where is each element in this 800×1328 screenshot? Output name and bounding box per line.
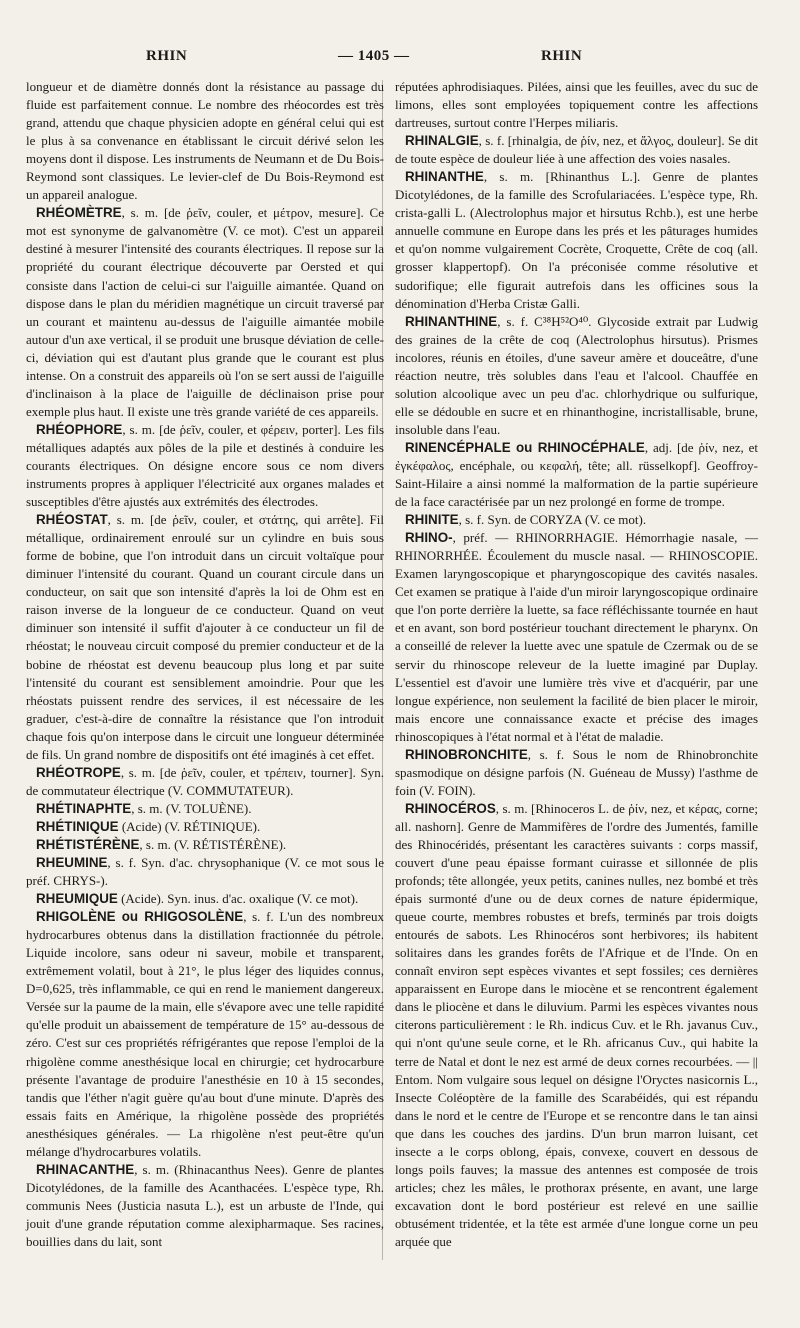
header-right-word: RHIN [541, 48, 583, 64]
entry-text: , s. f. Syn. de CORYZA (V. ce mot). [458, 512, 647, 528]
entry-text: , adj. [de ῥίν, nez, et ἐγκέφαλος, encéphale, ou κεφαλή, tête; all. rüsselkopf]. Geoffroy-Saint-Hilaire a ainsi nommé la malformation de la partie supérieure de la face caractérisée par un nez prolongé en forme de trompe. [395, 439, 758, 510]
entry-headword: RHINOBRONCHITE [405, 746, 528, 762]
dictionary-entry [26, 818, 384, 836]
dictionary-entry [395, 78, 758, 132]
entry-text: , s. f. C³⁸H⁵²O⁴⁰. Glycoside extrait par Ludwig des graines de la crête de coq (Alectrolophus hirsutus). Prismes incolores, réunis en étoiles, d'une saveur amère et douceâtre, d'une réaction neutre, très solubles dans l'eau et l'alcool. Chauffée en solution alcoolique avec un peu d'ac. chlorhydrique ou sulfurique, elle se dédouble en sucre et en rhinanthogine, incristallisable, brune, insoluble dans l'eau. [395, 313, 758, 437]
left-column [26, 78, 384, 1251]
entry-text: , s. m. [Rhinoceros L. de ῥίν, nez, et κέρας, corne; all. nashorn]. Genre de Mammifères de l'ordre des Jumentés, famille des Rhinocéridés, présentant les caractères suivants : corps massif, couvert d'une peau épaisse formant cuirasse et sillonnée de plis profonds; tête allongée, yeux petits, canines nulles, nez bombé et très épais surmonté d'une ou de deux cornes de nature épidermique, queue courte, membres robustes et brefs, terminés par trois doigts entourés de sabots. Les Rhinocéros sont herbivores; ils habitent solitaires dans les grandes forêts de l'Afrique et de l'Inde. On en connaît environ sept espèces vivantes et sept fossiles; ces dernières apparaissent en Europe dans le miocène et se rencontrent également dans le pliocène et dans le diluvium. Parmi les espèces vivantes nous citerons particulièrement : le Rh. indicus Cuv. et le Rh. javanus Cuv., qui n'ont qu'une seule corne, et le Rh. africanus Cuv., qui habite la terre de Natal et dont le nez est armé de deux cornes recourbées. — || Entom. Nom vulgaire sous lequel on désigne l'Oryctes nasicornis L., Insecte Coléoptère de la famille des Scarabéidés, qui est répandu dans le nord et le centre de l'Europe et se rencontre dans le tan ainsi que dans les couches des jardins. D'un brun marron luisant, cet insecte a le corps oblong, épais, convexe, couvert en dessous de longs poils fauves; la massue des antennes est composée de trois articles; chez les mâles, le prothorax présente, en avant, une large excavation dont le bord postérieur est relevé en une saillie obtusément tridentée, et la tête est armée d'une longue corne un peu arquée que [395, 800, 758, 1249]
entry-headword: RHÉOTROPE [36, 764, 121, 780]
entry-text: , s. f. Syn. d'ac. chrysophanique (V. ce mot sous le préf. CHRYS-). [26, 855, 384, 889]
entry-text: , s. m. (Rhinacanthus Nees). Genre de plantes Dicotylédones, de la famille des Acanthacées. L'espèce type, Rh. communis Nees (Justicia nasuta L.), est un arbuste de l'Inde, qui jouit d'une grande réputation comme alexipharmaque. Ses racines, bouillies dans du lait, sont [26, 1161, 384, 1249]
header-left-word: RHIN [146, 48, 188, 64]
entry-headword: RHEUMIQUE [36, 891, 118, 907]
dictionary-entry [26, 836, 384, 854]
dictionary-entry [395, 168, 758, 312]
entry-text: , s. m. [de ῥεῖν, couler, et τρέπειν, tourner]. Syn. de commutateur électrique (V. COMMUTATEUR). [26, 764, 384, 798]
dictionary-entry [26, 908, 384, 1161]
entry-text: , s. m. (V. RÉTISTÉRÈNE). [139, 836, 287, 852]
entry-text: longueur et de diamètre donnés dont la résistance au passage du fluide est parfaitement connue. Le nombre des rhéocordes est très grand, attendu que chaque physicien adopte en général celui qui est le plus à sa convenance en établissant le circuit dérivé selon les moyens dont il dispose. Les instruments de Neumann et de Du Bois-Reymond sont classiques. Le levier-clef de Du Bois-Reymond est un appareil analogue. [26, 79, 384, 203]
entry-headword: RHÉTISTÉRÈNE [36, 836, 140, 852]
entry-text: , s. m. [Rhinanthus L.]. Genre de plantes Dicotylédones, de la famille des Scrofulariacées. L'espèce type, Rh. crista-galli L. (Alectrolophus major et hirsutus Rchb.), est une herbe annuelle commune en Europe dans les prés et les pâturages humides et qu'on nomme vulgairement Cocrète, Croquette, Crête de coq (all. grosser klappertopf). On l'a préconisée comme résolutive et sudorifique; elle figurait autrefois dans les officines sous la dénomination d'Herba Cristæ Galli. [395, 169, 758, 311]
dictionary-entry [26, 204, 384, 421]
entry-text: (Acide) (V. RÉTINIQUE). [118, 818, 261, 834]
dictionary-entry [26, 421, 384, 511]
dictionary-entry [26, 890, 384, 908]
entry-headword: RHÉTINIQUE [36, 818, 119, 834]
entry-text: réputées aphrodisiaques. Pilées, ainsi que les feuilles, avec du suc de limons, elles sont employées topiquement contre les affections dartreuses, surtout contre l'Herpes miliaris. [395, 79, 758, 131]
entry-headword: RHIGOLÈNE ou RHIGOSOLÈNE [36, 909, 244, 925]
dictionary-entry [395, 313, 758, 439]
entry-text: , s. f. [rhinalgia, de ῥίν, nez, et ἄλγος, douleur]. Se dit de toute espèce de douleur liée à une affection des voies nasales. [395, 133, 758, 167]
entry-text: , préf. — RHINORRHAGIE. Hémorrhagie nasale, — RHINORRHÉE. Écoulement du muscle nasal. — RHINOSCOPIE. Examen laryngoscopique et pharyngoscopique des cavités nasales. Cet examen se pratique à l'aide d'un miroir laryngoscopique ordinaire que l'on porte derrière la luette, sa face réfléchissante tournée en haut et en avant, son bord postérieur touchant directement le pharynx. On a conseillé de relever la luette avec une spatule de Czermak ou de se servir du rhinoscope releveur de la luette imaginé par Duplay. L'essentiel est d'avoir une lumière très vive et d'acquérir, par une longue expérience, non seulement la facilité de bien placer le miroir, mais encore une connaissance exacte et précise des images rhinoscopiques à l'état normal et à l'état de maladie. [395, 530, 758, 744]
entry-headword: RHINOCÉROS [405, 800, 496, 816]
entry-headword: RHINANTHINE [405, 313, 498, 329]
right-column [395, 78, 758, 1251]
running-header [0, 44, 800, 74]
dictionary-entry [26, 854, 384, 890]
entry-text: , s. f. Sous le nom de Rhinobronchite spasmodique on désigne parfois (N. Guéneau de Mussy) l'asthme de foin (V. FOIN). [395, 746, 758, 798]
entry-headword: RHINACANTHE [36, 1161, 135, 1177]
entry-headword: RHÉOPHORE [36, 421, 123, 437]
entry-headword: RHÉTINAPHTE [36, 800, 132, 816]
dictionary-entry [395, 800, 758, 1251]
dictionary-entry [395, 439, 758, 511]
page-number: — 1405 — [338, 48, 410, 64]
entry-headword: RHÉOMÈTRE [36, 205, 122, 221]
entry-headword: RHINALGIE [405, 133, 479, 149]
entry-headword: RHINITE [405, 512, 459, 528]
dictionary-entry [26, 764, 384, 800]
entry-headword: RINENCÉPHALE ou RHINOCÉPHALE [405, 439, 645, 455]
entry-headword: RHEUMINE [36, 855, 108, 871]
entry-text: , s. m. [de ῥεῖν, couler, et μέτρον, mesure]. Ce mot est synonyme de galvanomètre (V. ce mot). C'est un appareil destiné à mesurer l'intensité des courants électriques. Il repose sur la propriété du courant électrique découverte par Oersted et qui consiste dans l'action de celui-ci sur l'aiguille aimantée. Quand on dispose dans le plan du méridien magnétique un circuit traversé par un courant et maintenu au-dessus de l'aiguille aimantée mobile autour d'un axe vertical, il se produit une brusque déviation de celle-ci, déviation qui est d'autant plus grande que le courant est plus intense. On a construit des appareils où l'on se sert aussi de l'aiguille d'inclinaison à la place de l'aiguille de déclinaison prise pour exemple plus haut. Il existe une très grande variété de ces appareils. [26, 205, 384, 419]
dictionary-entry [395, 511, 758, 529]
dictionary-entry [395, 132, 758, 168]
dictionary-entry [26, 1161, 384, 1251]
entry-headword: RHINO- [405, 530, 453, 546]
entry-text: (Acide). Syn. inus. d'ac. oxalique (V. ce mot). [117, 891, 359, 907]
dictionary-entry [26, 78, 384, 204]
entry-text: , s. m. [de ῥεῖν, couler, et φέρειν, porter]. Les fils métalliques adaptés aux pôles de la pile et destinés à conduire les courants électriques. On désigne encore sous ce nom divers instruments propres à appliquer l'électricité aux organes malades et susceptibles d'être ajustés aux extrémités des électrodes. [26, 421, 384, 510]
dictionary-entry [395, 529, 758, 746]
entry-headword: RHÉOSTAT [36, 512, 108, 528]
entry-text: , s. m. [de ῥεῖν, couler, et στάτης, qui arrête]. Fil métallique, ordinairement enroulé sur un cylindre en buis sous forme de bobine, que l'on introduit dans un circuit voltaïque pour diminuer l'intensité du courant. Quand un courant circule dans un conducteur, on sait que son intensité d'après la loi de Ohm est en raison inverse de la longueur de ce conducteur. Quand on veut diminuer son intensité il suffit d'ajouter à ce conducteur un fil de rhéostat; le nouveau circuit composé du premier conducteur et de la bobine de rhéostat est devenu beaucoup plus long et par suite l'intensité du courant est sensiblement amoindrie. Pour que les rhéostats puissent rendre des services, il est nécessaire de les graduer, c'est-à-dire de connaître la résistance que l'on introduit chaque fois qu'on interpose dans le circuit une longueur déterminée de fils. Un grand nombre de dispositifs ont été imaginés à cet effet. [26, 512, 384, 762]
dictionary-entry [395, 746, 758, 800]
entry-text: , s. f. L'un des nombreux hydrocarbures obtenus dans la distillation fractionnée du pétrole. Liquide incolore, sans odeur ni saveur, mobile et transparent, extrêmement volatil, bout à 21°, le plus léger des liquides connus, D=0,625, très inflammable, ce qui en rend le maniement dangereux. Versée sur la paume de la main, elle s'évapore avec une telle rapidité qu'elle produit un abaissement de température de 15° au-dessous de zéro. C'est sur ces propriétés réfrigérantes que repose l'emploi de la rhigolène comme anesthésique local en chirurgie; cet hydrocarbure présente l'avantage de produire l'anesthésie en 10 à 15 secondes, tandis que l'éther n'agit guère qu'au bout d'une minute. D'après des essais faits en Amérique, la rhigolène possède des propriétés anesthésiques générales. — La rhigolène n'est peut-être qu'un mélange d'hydrocarbures volatils. [26, 909, 385, 1159]
entry-text: , s. m. (V. TOLUÈNE). [131, 800, 252, 816]
dictionary-entry [26, 511, 384, 764]
dictionary-entry [26, 800, 384, 818]
entry-headword: RHINANTHE [405, 169, 484, 185]
